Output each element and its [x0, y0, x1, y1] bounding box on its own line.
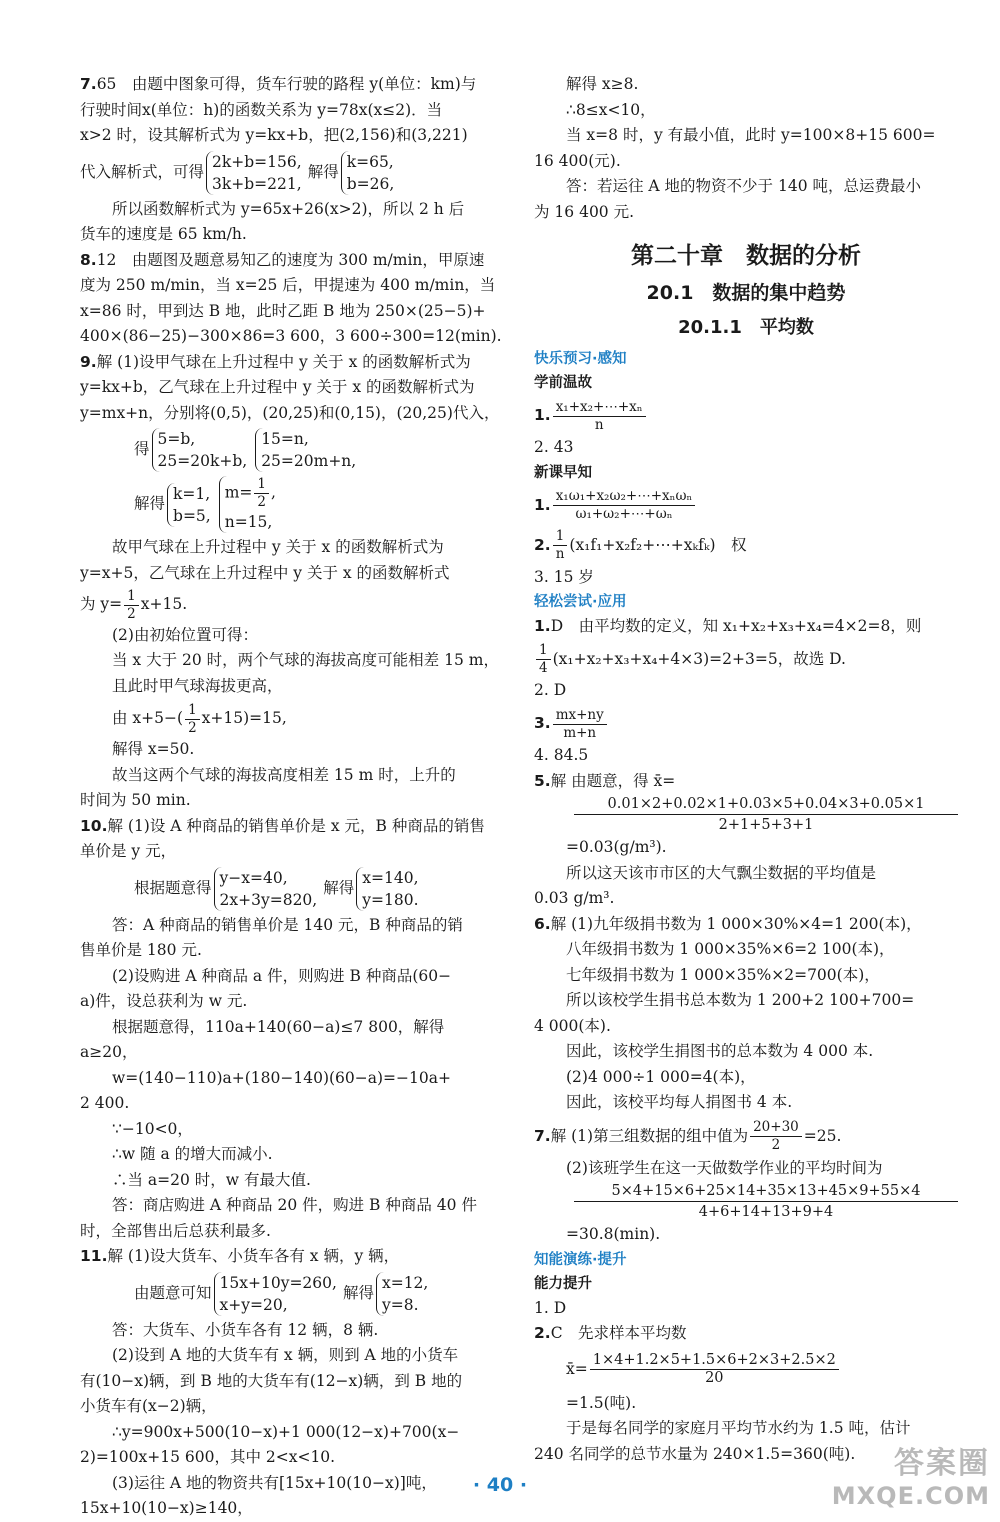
q10-line-14: ∴当 a=20 时，w 有最大值.	[112, 1170, 311, 1189]
q10-solution-system: x=140, y=180.	[356, 867, 418, 911]
q9-line-14: 故当这两个气球的海拔高度相差 15 m 时，上升的	[112, 765, 456, 784]
watermark: 答案圈 MXQE.COM	[831, 1446, 990, 1510]
q11-line-10: 15x+10(10−x)≥140，	[80, 1499, 253, 1517]
q10-line-8: 根据题意得，110a+140(60−a)≤7 800，解得	[112, 1017, 445, 1036]
b2-line-1: 2.C 先求样本平均数	[534, 1324, 687, 1342]
a6-line-1: 6.解 (1)九年级捐书数为 1 000×30%×4=1 200(本)，	[534, 914, 922, 933]
band-try: 轻松尝试·应用	[534, 594, 627, 610]
q7-system: 代入解析式，可得 2k+b=156, 3k+b=221, 解得 k=65, b=26,	[80, 152, 395, 193]
right-column	[534, 72, 958, 1467]
a1-line-2: $\frac{1}{4}$ (x₁+x₂+x₃+x₄+4×3)=2+3=5，故选 D.	[534, 640, 958, 678]
q10-equation-system: y−x=40, 2x+3y=820,	[214, 867, 318, 911]
q9-system-1: 得 5=b, 25=20k+b, 15=n, 25=20m+n,	[134, 430, 357, 470]
q7-solution-system: k=65, b=26,	[341, 151, 395, 195]
r-top-5: 答：若运往 A 地的物资不少于 140 吨，总运费最小	[566, 177, 921, 195]
n3: 3. 15 岁	[534, 567, 594, 586]
q9-line-13: 解得 x=50.	[112, 740, 195, 758]
q9-line-1: 9.解 (1)设甲气球在上升过程中 y 关于 x 的函数解析式为	[80, 352, 471, 371]
sub-review: 学前温故	[534, 375, 592, 391]
a3: 3. $\frac{mx+ny}{m+n}$	[534, 703, 958, 743]
b2-line-4: 于是每名同学的家庭月平均节水约为 1.5 吨，估计	[566, 1419, 911, 1437]
a6-line-8: 因此，该校平均每人捐图书 4 本.	[566, 1093, 793, 1111]
q11-solution-system: x=12, y=8.	[376, 1272, 428, 1316]
q11-line-6: 小货车有(x−2)辆，	[80, 1397, 217, 1415]
q9-line-9: (2)由初始位置可得：	[112, 625, 258, 644]
q11-line-1: 11.解 (1)设大货车、小货车各有 x 辆，y 辆，	[80, 1247, 400, 1265]
r-top-6: 为 16 400 元.	[534, 202, 635, 221]
a5-line-4: 所以这天该市市区的大气飘尘数据的平均值是	[566, 863, 877, 882]
a6-line-3: 七年级捐书数为 1 000×35%×2=700(本)，	[566, 965, 880, 984]
a7-fraction: $\frac{20+30}{2}$	[750, 1119, 802, 1154]
q7-line-6: 货车的速度是 65 km/h.	[80, 225, 247, 243]
p2: 2. 43	[534, 438, 574, 456]
q10-line-1: 10.解 (1)设 A 种商品的销售单价是 x 元，B 种商品的销售	[80, 816, 485, 835]
chapter-title: 第二十章 数据的分析	[631, 243, 861, 269]
a5-line-1: 5.解 由题意，得 x̄=	[534, 771, 676, 790]
b2-fraction: $\frac{1\times 4+1.2\times 5+1.5\times 6+2\times 3+2.5\times 2}{20}$	[590, 1352, 839, 1387]
q11-line-5: 有(10−x)辆，到 B 地的大货车有(12−x)辆，到 B 地的	[80, 1371, 463, 1390]
a7-line-2: (2)该班学生在这一天做数学作业的平均时间为	[566, 1158, 883, 1177]
q10-line-13: ∴w 随 a 的增大而减小.	[112, 1145, 273, 1163]
a6-line-7: (2)4 000÷1 000=4(本)，	[566, 1067, 756, 1086]
q10-line-7: a)件，设总获利为 w 元.	[80, 992, 248, 1010]
q9-line-12: 由 x+5−( $\frac{1}{2}$ x+15)=15,	[112, 701, 287, 736]
q10-line-6: (2)设购进 A 种商品 a 件，则购进 B 种商品(60−	[112, 966, 452, 985]
a3-fraction: $\frac{mx+ny}{m+n}$	[553, 707, 607, 742]
q11-line-8: 2)=100x+15 600，其中 2<x<10.	[80, 1448, 336, 1466]
a6-line-2: 八年级捐书数为 1 000×35%×6=2 100(本)，	[566, 940, 895, 958]
q11-line-7: ∴y=900x+500(10−x)+1 000(12−x)+700(x−	[112, 1422, 460, 1441]
page-number: · 40 ·	[472, 1474, 528, 1496]
a5-line-3: =0.03(g/m³).	[566, 838, 667, 856]
q7-equation-system: 2k+b=156, 3k+b=221,	[206, 151, 302, 195]
b2-fraction-line: x̄= $\frac{1\times 4+1.2\times 5+1.5\times 6+2\times 3+2.5\times 2}{20}$	[534, 1347, 958, 1391]
a6-line-5: 4 000(本).	[534, 1016, 611, 1035]
q10-line-15: 答：商店购进 A 种商品 20 件，购进 B 种商品 40 件	[112, 1196, 477, 1214]
q10-line-2: 单价是 y 元，	[80, 842, 177, 860]
q9-line-7: y=x+5，乙气球在上升过程中 y 关于 x 的函数解析式	[80, 563, 450, 582]
r-top-1: 解得 x≥8.	[566, 75, 639, 93]
a1-line-1: 1.D 由平均数的定义，知 x₁+x₂+x₃+x₄=4×2=8，则	[534, 617, 922, 635]
section-title: 20.1 数据的集中趋势	[646, 282, 846, 304]
q11-system: 由题意可知 15x+10y=260, x+y=20, 解得 x=12, y=8.	[134, 1273, 429, 1314]
q9-line-8: 为 y= $\frac{1}{2}$ x+15.	[80, 587, 188, 622]
b2-line-3: =1.5(吨).	[566, 1393, 637, 1412]
a7-line-1: 7.解 (1)第三组数据的组中值为 $\frac{20+30}{2}$ =25.	[534, 1119, 842, 1153]
sub-ability: 能力提升	[534, 1275, 592, 1292]
q11-line-3: 答：大货车、小货车各有 12 辆，8 辆.	[112, 1320, 379, 1339]
q10-line-9: a≥20，	[80, 1043, 138, 1061]
a4: 4. 84.5	[534, 746, 589, 764]
q9-equation-system-a: 5=b, 25=20k+b,	[152, 428, 248, 472]
a1-fraction: $\frac{1}{4}$	[536, 642, 551, 677]
band-preview: 快乐预习·感知	[534, 351, 627, 367]
r-top-3: 当 x=8 时，y 有最小值，此时 y=100×8+15 600=	[566, 126, 936, 144]
q10-line-10: w=(140−110)a+(180−140)(60−a)=−10a+	[112, 1068, 451, 1087]
q10-line-4: 答：A 种商品的销售单价是 140 元，B 种商品的销	[112, 915, 463, 934]
q9-fraction-half-2: $\frac{1}{2}$	[124, 588, 139, 623]
q9-fraction-half-3: $\frac{1}{2}$	[185, 702, 200, 737]
q7-line-5: 所以函数解析式为 y=65x+26(x>2)，所以 2 h 后	[112, 199, 465, 218]
q9-line-10: 当 x 大于 20 时，两个气球的海拔高度可能相差 15 m，	[112, 651, 499, 669]
b2-line-5: 240 名同学的总节水量为 240×1.5=360(吨).	[534, 1444, 856, 1463]
a7-line-4: =30.8(min).	[566, 1225, 661, 1243]
band-practice: 知能演练·提升	[534, 1251, 627, 1268]
r-top-2: ∴8≤x<10，	[566, 100, 656, 119]
a6-line-4: 所以该校学生捐书总本数为 1 200+2 100+700=	[566, 991, 915, 1009]
q7-line-1: 7.65 由题中图象可得，货车行驶的路程 y(单位：km)与	[80, 75, 477, 93]
q11-equation-system: 15x+10y=260, x+y=20,	[214, 1272, 337, 1316]
q10-line-12: ∵−10<0，	[112, 1119, 193, 1138]
n1: 1. $\frac{\text{x₁ω₁+x₂ω₂+⋯+xₙωₙ}}{\text{ω₁+ω₂+⋯+ωₙ}}$	[534, 485, 958, 525]
q9-line-15: 时间为 50 min.	[80, 791, 191, 809]
subsection-title: 20.1.1 平均数	[678, 317, 814, 338]
q11-line-4: (2)设到 A 地的大货车有 x 辆，则到 A 地的小货车	[112, 1346, 459, 1364]
q9-equation-system-b: 15=n, 25=20m+n,	[255, 428, 356, 472]
q9-fraction-half: $\frac{1}{2}$	[254, 476, 269, 511]
p1: 1. $\frac{\text{x₁+x₂+⋯+xₙ}}{n}$	[534, 395, 958, 435]
q8-line-1: 8.12 由题图及题意易知乙的速度为 300 m/min，甲原速	[80, 250, 485, 269]
q10-system: 根据题意得 y−x=40, 2x+3y=820, 解得 x=140, y=180.	[134, 868, 419, 909]
q10-line-11: 2 400.	[80, 1094, 130, 1112]
n2: 2. $\frac{1}{n}$ (x₁f₁+x₂f₂+⋯+xₖfₖ) 权	[534, 528, 747, 562]
q9-line-6: 故甲气球在上升过程中 y 关于 x 的函数解析式为	[112, 538, 444, 556]
q8-line-3: x=86 时，甲到达 B 地，此时乙距 B 地为 250×(25−5)+	[80, 301, 486, 320]
q7-line-2: 行驶时间x(单位：h)的函数关系为 y=78x(x≤2)．当	[80, 100, 443, 119]
p1-fraction: $\frac{\text{x₁+x₂+⋯+xₙ}}{n}$	[553, 399, 646, 434]
q10-line-16: 时，全部售出后总获利最多.	[80, 1221, 271, 1240]
n2-fraction: $\frac{1}{n}$	[553, 528, 568, 563]
q9-solution-system-a: k=1, b=5,	[167, 483, 211, 527]
a7-fraction-wide: 5×4+15×6+25×14+35×13+45×9+55×4 4+6+14+13+9+4	[534, 1181, 958, 1222]
q9-line-2: y=kx+b，乙气球在上升过程中 y 关于 x 的函数解析式为	[80, 378, 475, 396]
r-top-4: 16 400(元).	[534, 151, 621, 170]
q10-line-5: 售单价是 180 元.	[80, 941, 202, 959]
left-column	[80, 72, 502, 1522]
q9-system-2: 解得 k=1, b=5, m= $\frac{1}{2}$ , n=15,	[134, 476, 276, 531]
q9-solution-system-b: m= $\frac{1}{2}$ , n=15,	[219, 476, 276, 533]
q8-line-4: 400×(86−25)−300×86=3 600，3 600÷300=12(min).	[80, 327, 502, 345]
n1-fraction: $\frac{\text{x₁ω₁+x₂ω₂+⋯+xₙωₙ}}{\text{ω₁+ω₂+⋯+ωₙ}}$	[553, 488, 696, 523]
a2: 2. D	[534, 680, 567, 699]
a6-line-6: 因此，该校学生捐图书的总本数为 4 000 本.	[566, 1042, 874, 1060]
q9-line-3: y=mx+n，分别将(0,5)，(20,25)和(0,15)，(20,25)代入，	[80, 403, 500, 422]
q9-line-11: 且此时甲气球海拔更高，	[112, 676, 283, 695]
q8-line-2: 度为 250 m/min，当 x=25 后，甲提速为 400 m/min，当	[80, 276, 496, 294]
a5-line-5: 0.03 g/m³.	[534, 889, 615, 907]
b1: 1. D	[534, 1298, 567, 1317]
sub-new: 新课早知	[534, 464, 592, 481]
a5-fraction: 0.01×2+0.02×1+0.03×5+0.04×3+0.05×1 2+1+5+3+1	[534, 794, 958, 835]
q11-line-9: (3)运往 A 地的物资共有[15x+10(10−x)]吨，	[112, 1473, 437, 1492]
q7-line-3: x>2 时，设其解析式为 y=kx+b，把(2,156)和(3,221)	[80, 126, 468, 144]
